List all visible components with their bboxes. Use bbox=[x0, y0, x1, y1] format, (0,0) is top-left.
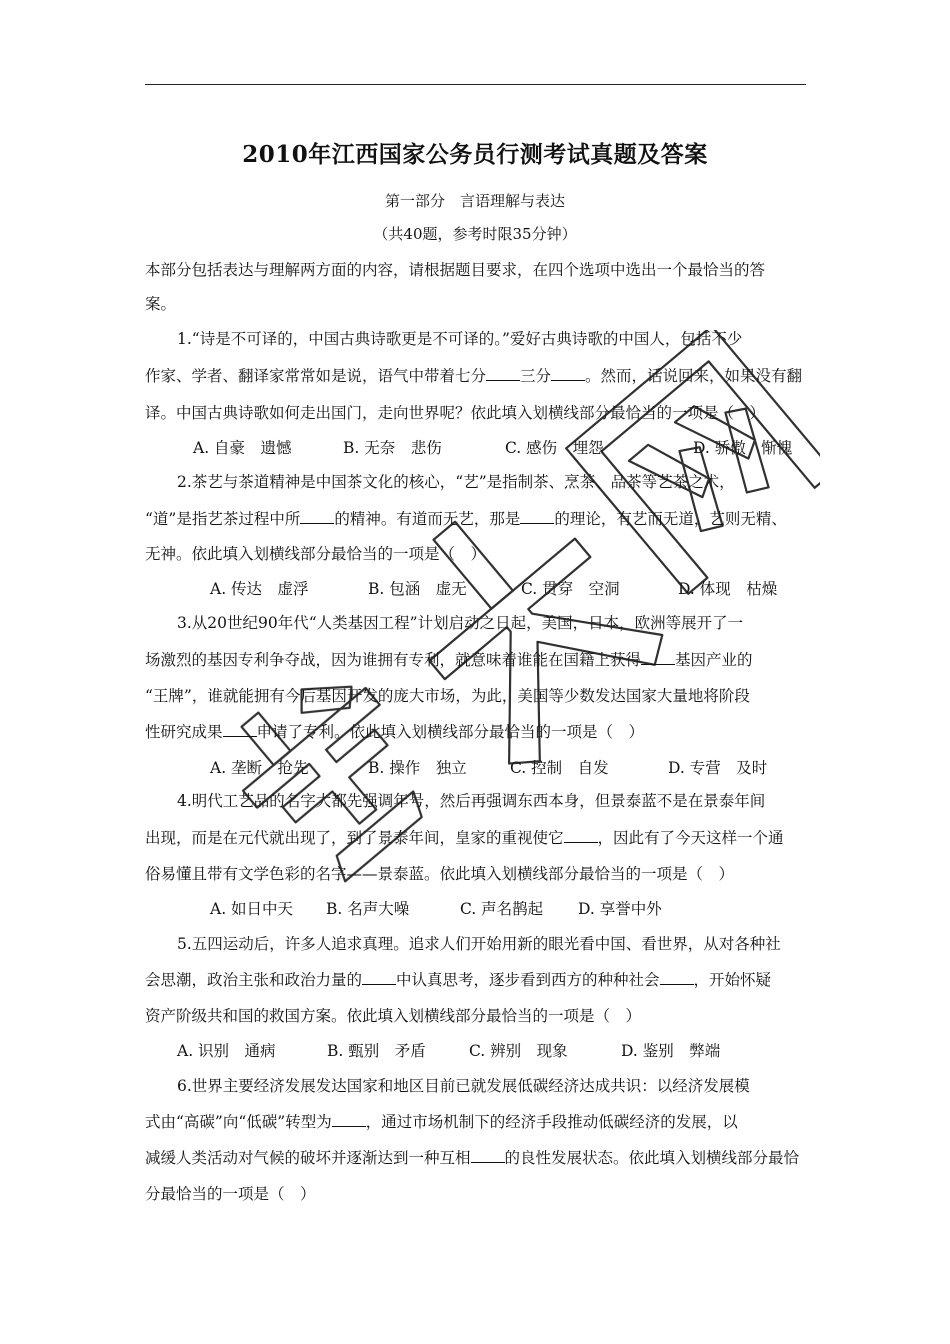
q1-option-b: B. 无奈 悲伤 bbox=[343, 439, 442, 457]
q5-option-b: B. 甄别 矛盾 bbox=[327, 1042, 426, 1060]
q6-line-1: 6.世界主要经济发展发达国家和地区目前已就发展低碳经济达成共识：以经济发展模 bbox=[177, 1077, 750, 1095]
intro-line-1: 本部分包括表达与理解两方面的内容，请根据题目要求，在四个选项中选出一个最恰当的答 bbox=[145, 261, 766, 279]
q1-line-1: 1.“诗是不可译的，中国古典诗歌更是不可译的。”爱好古典诗歌的中国人，包括不少 bbox=[177, 330, 743, 348]
blank bbox=[486, 366, 520, 381]
part-note: （共40题，参考时限35分钟） bbox=[373, 225, 577, 243]
q1-line-3: 译。中国古典诗歌如何走出国门，走向世界呢？依此填入划横线部分最恰当的一项是（ ） bbox=[145, 404, 766, 422]
q4-option-c: C. 声名鹊起 bbox=[460, 900, 544, 918]
q5-option-a: A. 识别 通病 bbox=[177, 1042, 276, 1060]
q3-options bbox=[210, 756, 767, 778]
q3-option-a: A. 垄断 抢先 bbox=[210, 759, 309, 777]
part-title: 第一部分 言语理解与表达 bbox=[384, 192, 565, 210]
page-title: 2010年江西国家公务员行测考试真题及答案 bbox=[242, 141, 708, 168]
q1-line-2: 作家、学者、翻译家常常如是说，语气中带着七分 三分 。然而，话说回来，如果没有翻 bbox=[145, 367, 803, 385]
q4-option-b: B. 名声大噪 bbox=[326, 900, 410, 918]
q4-line-3: 俗易懂且带有文学色彩的名字——景泰蓝。依此填入划横线部分最恰当的一项是（ ） bbox=[145, 865, 735, 883]
q4-line-1: 4.明代工艺品的名字大都先强调年号，然后再强调东西本身，但景泰蓝不是在景泰年间 bbox=[177, 792, 766, 810]
header-rule bbox=[145, 84, 806, 85]
blank bbox=[520, 509, 554, 524]
q1-option-d: D. 骄傲 惭愧 bbox=[693, 439, 793, 457]
q2-line-1: 2.茶艺与茶道精神是中国茶文化的核心，“艺”是指制茶、烹茶、品茶等艺茶之术， bbox=[177, 473, 735, 491]
blank bbox=[471, 1148, 505, 1163]
q4-line-2: 出现，而是在元代就出现了，到了景泰年间，皇家的重视使它 ，因此有了今天这样一个通 bbox=[145, 829, 784, 847]
q3-line-2: 场激烈的基因专利争夺战，因为谁拥有专利，就意味着谁能在国籍上获得 基因产业的 bbox=[145, 651, 753, 669]
q2-option-c: C. 贯穿 空洞 bbox=[521, 580, 620, 598]
blank bbox=[223, 722, 257, 737]
q4-options bbox=[210, 897, 662, 919]
q2-option-b: B. 包涵 虚无 bbox=[368, 580, 467, 598]
q3-line-4: 性研究成果 申请了专利。依此填入划横线部分最恰当的一项是（ ） bbox=[145, 723, 645, 741]
blank bbox=[300, 509, 334, 524]
q2-line-3: 无神。依此填入划横线部分最恰当的一项是（ ） bbox=[145, 545, 487, 563]
q5-line-2: 会思潮，政治主张和政治力量的 中认真思考，逐步看到西方的种种社会 ，开始怀疑 bbox=[145, 971, 772, 989]
q2-option-a: A. 传达 虚浮 bbox=[210, 580, 309, 598]
q5-option-c: C. 辨别 现象 bbox=[469, 1042, 568, 1060]
q1-option-a: A. 自豪 遗憾 bbox=[193, 439, 292, 457]
q5-option-d: D. 鉴别 弊端 bbox=[621, 1042, 721, 1060]
q6-line-2: 式由“高碳”向“低碳”转型为 ，通过市场机制下的经济手段推动低碳经济的发展，以 bbox=[145, 1113, 738, 1131]
q3-option-c: C. 控制 自发 bbox=[510, 759, 609, 777]
q5-line-3: 资产阶级共和国的救国方案。依此填入划横线部分最恰当的一项是（ ） bbox=[145, 1007, 642, 1025]
q5-line-1: 5.五四运动后，许多人追求真理。追求人们开始用新的眼光看中国、看世界，从对各种社 bbox=[177, 935, 781, 953]
q4-option-d: D. 享誉中外 bbox=[578, 900, 662, 918]
q3-line-1: 3.从20世纪90年代“人类基因工程”计划启动之日起，美国，日本，欧洲等展开了一 bbox=[177, 614, 744, 632]
q2-line-2: “道”是指艺茶过程中所 的精神。有道而无艺，那是 的理论，有艺而无道，艺则无精、 bbox=[145, 510, 787, 528]
q1-options bbox=[193, 436, 792, 458]
q2-option-d: D. 体现 枯燥 bbox=[678, 580, 778, 598]
blank bbox=[332, 1112, 366, 1127]
blank bbox=[641, 650, 675, 665]
q6-line-4: 分最恰当的一项是（ ） bbox=[145, 1185, 316, 1203]
blank bbox=[660, 970, 694, 985]
q1-option-c: C. 感伤 埋怨 bbox=[505, 439, 604, 457]
blank bbox=[564, 828, 598, 843]
q2-options bbox=[210, 577, 777, 599]
blank bbox=[551, 366, 585, 381]
q3-option-b: B. 操作 独立 bbox=[368, 759, 467, 777]
blank bbox=[362, 970, 396, 985]
q6-line-3: 减缓人类活动对气候的破坏并逐渐达到一种互相 的良性发展状态。依此填入划横线部分最恰 bbox=[145, 1149, 800, 1167]
intro-line-2: 案。 bbox=[145, 295, 177, 313]
q3-line-3: “王牌”，谁就能拥有今后基因开发的庞大市场，为此，美国等少数发达国家大量地将阶段 bbox=[145, 687, 750, 705]
q3-option-d: D. 专营 及时 bbox=[668, 759, 768, 777]
q5-options bbox=[177, 1039, 720, 1061]
q4-option-a: A. 如日中天 bbox=[210, 900, 294, 918]
